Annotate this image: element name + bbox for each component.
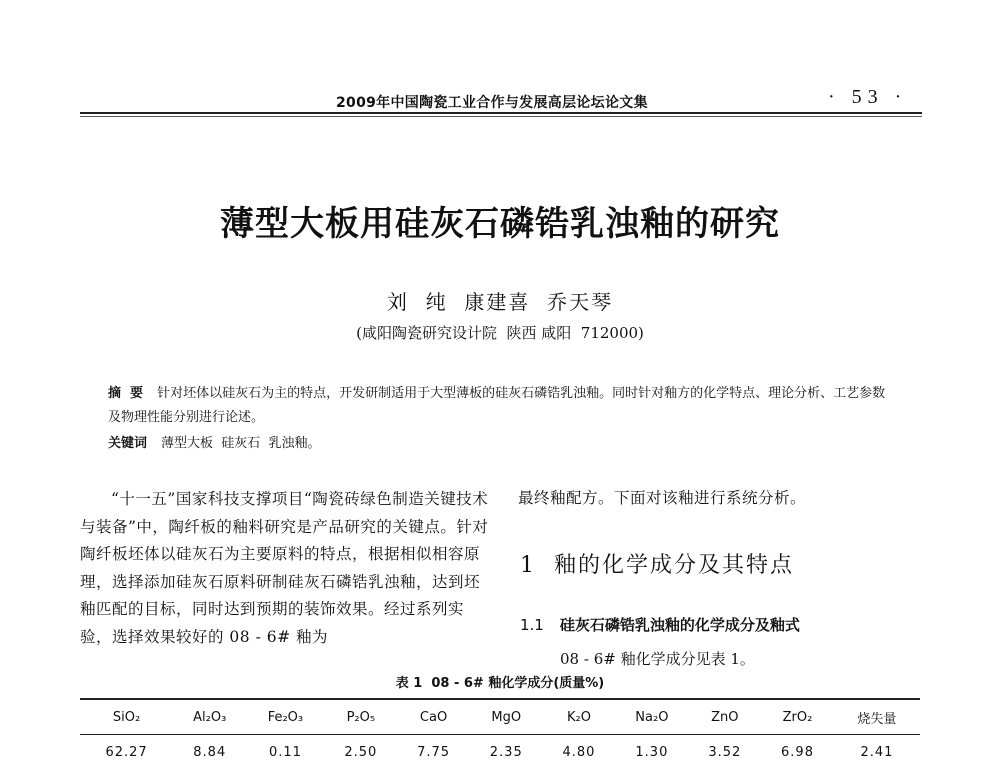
table-reference: 08 - 6# 釉化学成分见表 1。 — [560, 648, 755, 669]
header-rule-thin — [80, 116, 922, 117]
table-cell: 4.80 — [543, 735, 616, 769]
continuation-text: 最终釉配方。下面对该釉进行系统分析。 — [518, 486, 806, 508]
table-cell: 7.75 — [397, 735, 470, 769]
table-cell: 3.52 — [688, 735, 761, 769]
table-header-cell: Na₂O — [615, 699, 688, 735]
section-1-1-number: 1.1 — [520, 616, 544, 634]
abstract-text: 针对坯体以硅灰石为主的特点，开发研制适用于大型薄板的硅灰石磷锆乳浊釉。同时针对釉方的化学特点、理论分析、工艺参数及物理性能分别进行论述。 — [108, 386, 885, 425]
table-cell: 2.35 — [470, 735, 543, 769]
table-cell: 0.11 — [246, 735, 324, 769]
table-header-cell: CaO — [397, 699, 470, 735]
paper-affiliation: (咸阳陶瓷研究设计院 陕西 咸阳 712000) — [0, 322, 1000, 343]
paper-authors: 刘 纯 康建喜 乔天琴 — [0, 286, 1000, 315]
table-header-cell: ZrO₂ — [761, 699, 834, 735]
table-cell: 62.27 — [80, 735, 173, 769]
table-header-cell: K₂O — [543, 699, 616, 735]
table-header-row — [80, 699, 920, 735]
table-row — [80, 735, 920, 769]
abstract-label: 摘 要 — [108, 386, 143, 401]
page-number: · 53 · — [828, 86, 907, 109]
table-cell: 2.41 — [834, 735, 920, 769]
keywords-label: 关键词 — [108, 436, 147, 451]
section-1-number: 1 — [520, 553, 536, 578]
table-cell: 2.50 — [325, 735, 398, 769]
table-header-cell: SiO₂ — [80, 699, 173, 735]
intro-paragraph: “十一五”国家科技支撑项目“陶瓷砖绿色制造关键技术与装备”中，陶纤板的釉料研究是产品研究的关键点。针对陶纤板坯体以硅灰石为主要原料的特点，根据相似相容原理，选择添加硅灰石原料研制硅灰石磷锆乳浊釉，达到坯釉匹配的目标，同时达到预期的装饰效果。经过系列实验，选择效果较好的 08 - 6# 釉为 — [80, 486, 494, 651]
section-1-heading — [520, 548, 794, 579]
table-header-cell: MgO — [470, 699, 543, 735]
header-rule-thick — [80, 112, 922, 114]
table-header-cell: 烧失量 — [834, 699, 920, 735]
left-column — [80, 486, 494, 651]
paper-title: 薄型大板用硅灰石磷锆乳浊釉的研究 — [0, 196, 1000, 245]
table-caption: 表 1 08 - 6# 釉化学成分(质量%) — [0, 672, 1000, 691]
section-1-title: 釉的化学成分及其特点 — [554, 553, 794, 578]
keywords-text: 薄型大板 硅灰石 乳浊釉。 — [161, 436, 321, 451]
table-cell: 6.98 — [761, 735, 834, 769]
section-1-1-heading — [520, 614, 800, 635]
abstract — [108, 382, 898, 430]
table-header-cell: P₂O₅ — [325, 699, 398, 735]
table-header-cell: Fe₂O₃ — [246, 699, 324, 735]
table-header-cell: Al₂O₃ — [173, 699, 246, 735]
keywords — [108, 432, 321, 451]
composition-table — [80, 698, 920, 769]
table-header-cell: ZnO — [688, 699, 761, 735]
running-head: 2009年中国陶瓷工业合作与发展高层论坛论文集 — [336, 92, 648, 112]
table-cell: 8.84 — [173, 735, 246, 769]
section-1-1-title: 硅灰石磷锆乳浊釉的化学成分及釉式 — [560, 616, 800, 634]
table-cell: 1.30 — [615, 735, 688, 769]
